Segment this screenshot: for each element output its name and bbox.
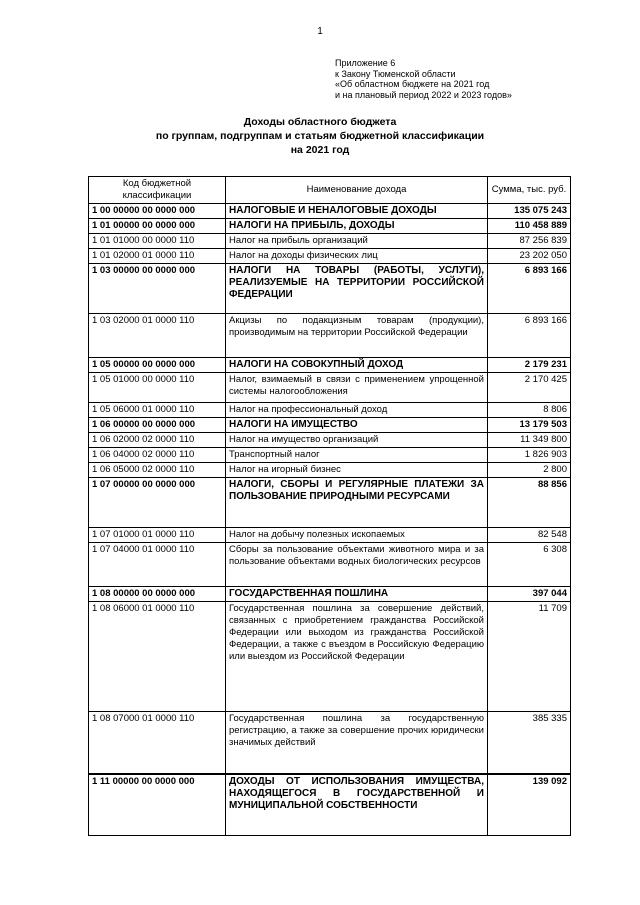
header-code: Код бюджетной классификации (89, 177, 226, 204)
cell-code: 1 01 02000 01 0000 110 (89, 249, 226, 264)
cell-name: Налог на прибыль организаций (226, 234, 488, 249)
cell-amount: 8 806 (488, 403, 571, 418)
cell-name: НАЛОГИ НА ПРИБЫЛЬ, ДОХОДЫ (226, 219, 488, 234)
cell-code: 1 00 00000 00 0000 000 (89, 204, 226, 219)
cell-name: Налог на профессиональный доход (226, 403, 488, 418)
cell-name: Налог на имущество организаций (226, 433, 488, 448)
cell-name: Акцизы по подакцизным товарам (продукции), производимым на территории Российской Федерации (226, 314, 488, 358)
cell-code: 1 11 00000 00 0000 000 (89, 774, 226, 836)
cell-code: 1 03 02000 01 0000 110 (89, 314, 226, 358)
cell-name: ДОХОДЫ ОТ ИСПОЛЬЗОВАНИЯ ИМУЩЕСТВА, НАХОДЯЩЕГОСЯ В ГОСУДАРСТВЕННОЙ И МУНИЦИПАЛЬНОЙ СОБСТВЕННОСТИ (226, 774, 488, 836)
cell-amount: 135 075 243 (488, 204, 571, 219)
cell-code: 1 05 01000 00 0000 110 (89, 373, 226, 403)
cell-code: 1 08 00000 00 0000 000 (89, 587, 226, 602)
cell-amount: 87 256 839 (488, 234, 571, 249)
table-row (89, 712, 571, 774)
page-number: 1 (317, 26, 323, 37)
cell-code: 1 06 04000 02 0000 110 (89, 448, 226, 463)
revenue-table (88, 176, 571, 836)
document-title (0, 115, 640, 157)
appendix-note (335, 58, 512, 100)
title-line: по группам, подгруппам и статьям бюджетной классификации (155, 130, 485, 142)
table-row (89, 403, 571, 418)
table-row (89, 264, 571, 314)
cell-amount: 139 092 (488, 774, 571, 836)
cell-code: 1 01 00000 00 0000 000 (89, 219, 226, 234)
cell-amount: 6 893 166 (488, 264, 571, 314)
table-row (89, 528, 571, 543)
cell-code: 1 08 07000 01 0000 110 (89, 712, 226, 774)
cell-name: НАЛОГИ НА ТОВАРЫ (РАБОТЫ, УСЛУГИ), РЕАЛИЗУЕМЫЕ НА ТЕРРИТОРИИ РОССИЙСКОЙ ФЕДЕРАЦИИ (226, 264, 488, 314)
cell-name: Налог на добычу полезных ископаемых (226, 528, 488, 543)
cell-code: 1 06 05000 02 0000 110 (89, 463, 226, 478)
table-row (89, 249, 571, 264)
cell-amount: 13 179 503 (488, 418, 571, 433)
table-row (89, 774, 571, 836)
cell-code: 1 08 06000 01 0000 110 (89, 602, 226, 712)
cell-name: Налог на доходы физических лиц (226, 249, 488, 264)
table-row (89, 314, 571, 358)
table-row (89, 463, 571, 478)
title-line: на 2021 год (290, 144, 350, 156)
table-row (89, 234, 571, 249)
title-line: Доходы областного бюджета (243, 116, 397, 128)
cell-amount: 11 349 800 (488, 433, 571, 448)
cell-amount: 11 709 (488, 602, 571, 712)
cell-code: 1 07 01000 01 0000 110 (89, 528, 226, 543)
cell-amount: 88 856 (488, 478, 571, 528)
cell-name: НАЛОГОВЫЕ И НЕНАЛОГОВЫЕ ДОХОДЫ (226, 204, 488, 219)
cell-amount: 2 800 (488, 463, 571, 478)
cell-name: ГОСУДАРСТВЕННАЯ ПОШЛИНА (226, 587, 488, 602)
table-row (89, 433, 571, 448)
cell-amount: 82 548 (488, 528, 571, 543)
cell-name: Государственная пошлина за совершение действий, связанных с приобретением гражданства Российской Федерации или выходом из гражданства Российской Федерации, а также с въездом в Российскую Федерацию или выездом из Российской Федерации (226, 602, 488, 712)
cell-amount: 6 308 (488, 543, 571, 587)
appendix-line: «Об областном бюджете на 2021 год (335, 79, 490, 89)
header-amount: Сумма, тыс. руб. (488, 177, 571, 204)
cell-name: НАЛОГИ, СБОРЫ И РЕГУЛЯРНЫЕ ПЛАТЕЖИ ЗА ПОЛЬЗОВАНИЕ ПРИРОДНЫМИ РЕСУРСАМИ (226, 478, 488, 528)
cell-amount: 23 202 050 (488, 249, 571, 264)
header-name: Наименование дохода (226, 177, 488, 204)
cell-code: 1 05 00000 00 0000 000 (89, 358, 226, 373)
table-row (89, 204, 571, 219)
cell-amount: 2 179 231 (488, 358, 571, 373)
cell-code: 1 07 04000 01 0000 110 (89, 543, 226, 587)
cell-amount: 397 044 (488, 587, 571, 602)
table-row (89, 543, 571, 587)
cell-amount: 385 335 (488, 712, 571, 774)
cell-name: Налог на игорный бизнес (226, 463, 488, 478)
cell-amount: 6 893 166 (488, 314, 571, 358)
cell-name: НАЛОГИ НА ИМУЩЕСТВО (226, 418, 488, 433)
appendix-line: к Закону Тюменской области (335, 68, 456, 79)
cell-code: 1 06 02000 02 0000 110 (89, 433, 226, 448)
cell-name: Налог, взимаемый в связи с применением упрощенной системы налогообложения (226, 373, 488, 403)
cell-name: НАЛОГИ НА СОВОКУПНЫЙ ДОХОД (226, 358, 488, 373)
table-row (89, 219, 571, 234)
appendix-line: Приложение 6 (335, 58, 396, 68)
cell-code: 1 01 01000 00 0000 110 (89, 234, 226, 249)
table-row (89, 373, 571, 403)
cell-amount: 110 458 889 (488, 219, 571, 234)
table-row (89, 478, 571, 528)
cell-code: 1 07 00000 00 0000 000 (89, 478, 226, 528)
table-row (89, 358, 571, 373)
cell-code: 1 05 06000 01 0000 110 (89, 403, 226, 418)
cell-amount: 2 170 425 (488, 373, 571, 403)
appendix-line: и на плановый период 2022 и 2023 годов» (335, 89, 512, 100)
cell-name: Сборы за пользование объектами животного мира и за пользование объектами водных биологических ресурсов (226, 543, 488, 587)
cell-code: 1 03 00000 00 0000 000 (89, 264, 226, 314)
cell-name: Транспортный налог (226, 448, 488, 463)
cell-name: Государственная пошлина за государственную регистрацию, а также за совершение прочих юридически значимых действий (226, 712, 488, 774)
table-row (89, 587, 571, 602)
table-row (89, 448, 571, 463)
table-row (89, 418, 571, 433)
table-row (89, 602, 571, 712)
cell-amount: 1 826 903 (488, 448, 571, 463)
cell-code: 1 06 00000 00 0000 000 (89, 418, 226, 433)
